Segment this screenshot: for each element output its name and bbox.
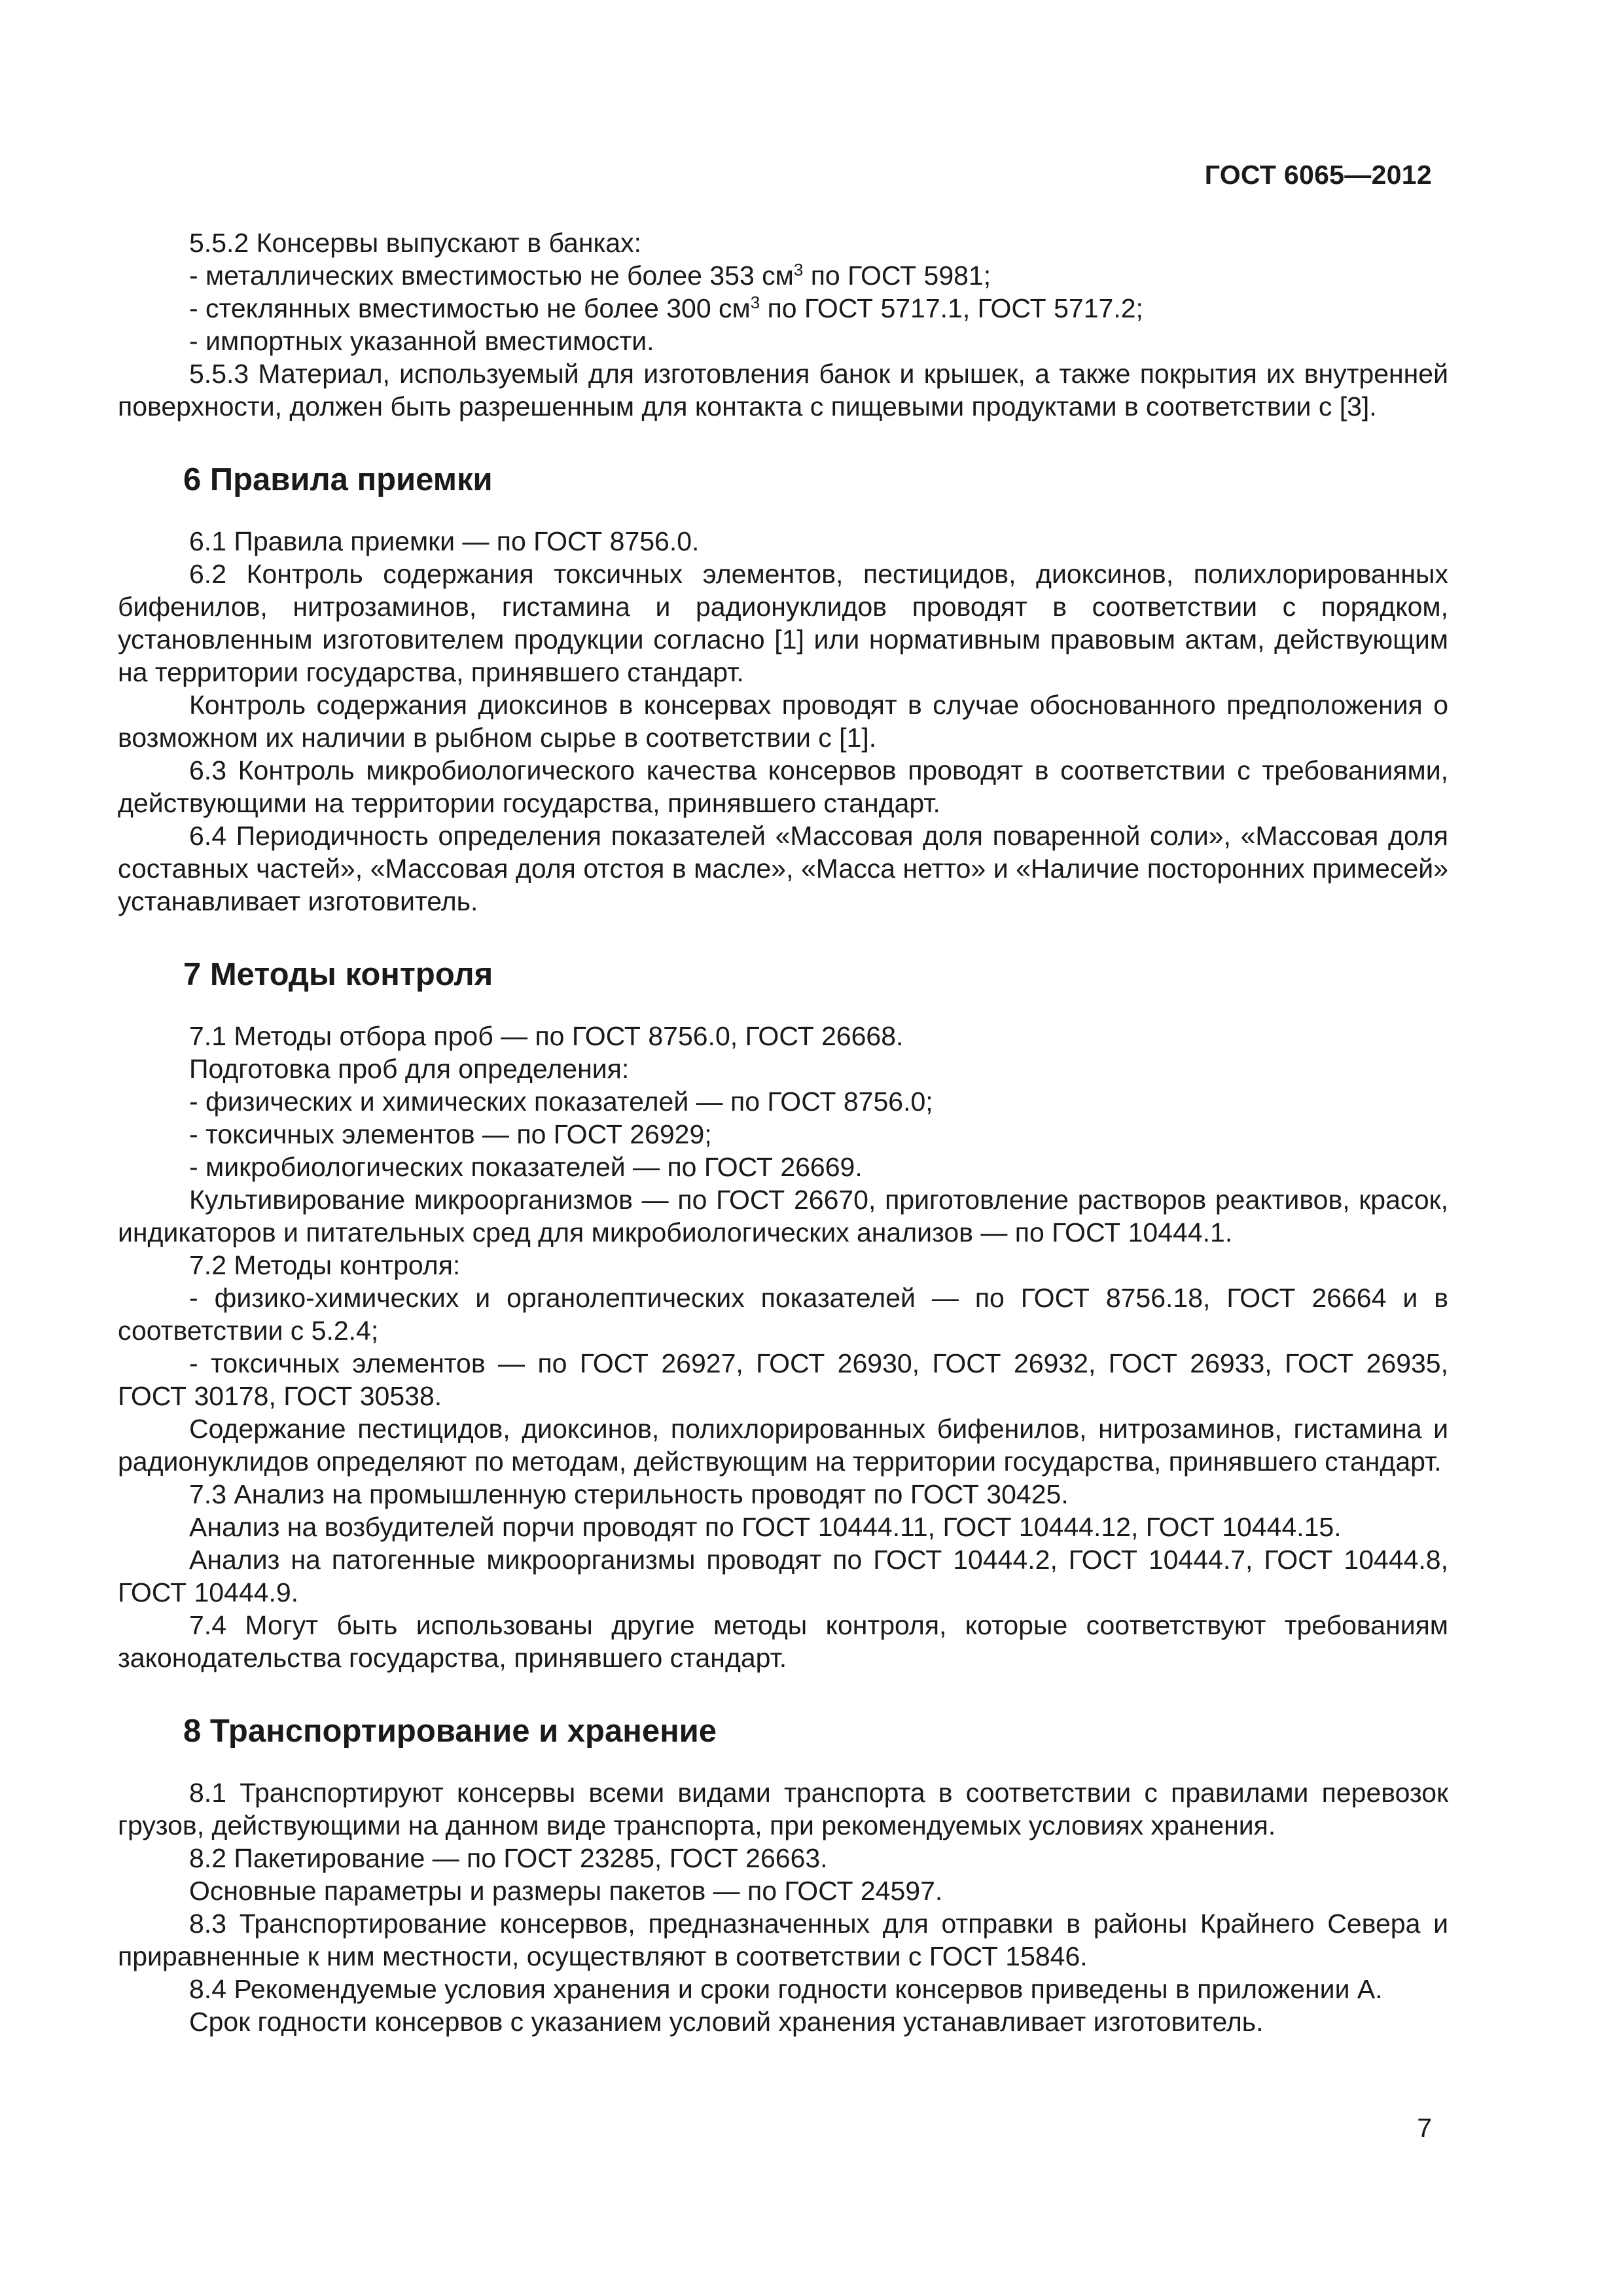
- clause-6-1: 6.1 Правила приемки — по ГОСТ 8756.0.: [189, 526, 700, 556]
- paragraph: Анализ на возбудителей порчи проводят по ГОСТ 10444.11, ГОСТ 10444.12, ГОСТ 10444.15.: [189, 1512, 1342, 1542]
- section-heading-7: 7 Методы контроля: [183, 957, 493, 992]
- list-item: - токсичных элементов — по ГОСТ 26929;: [189, 1119, 712, 1149]
- clause-7-1: 7.1 Методы отбора проб — по ГОСТ 8756.0, ГОСТ 26668.: [189, 1021, 904, 1051]
- list-item: - импортных указанной вместимости.: [189, 326, 654, 356]
- list-item: [118, 259, 1448, 292]
- document-code-header: ГОСТ 6065—2012: [1204, 160, 1432, 190]
- paragraph: Срок годности консервов с указанием условий хранения устанавливает изготовитель.: [189, 2007, 1264, 2037]
- clause-8-3: 8.3 Транспортирование консервов, предназначенных для отправки в районы Крайнего Севера и приравненные к ним местности, осуществляют в соответствии с ГОСТ 15846.: [118, 1909, 1448, 1971]
- list-item: - физических и химических показателей — по ГОСТ 8756.0;: [189, 1086, 933, 1117]
- superscript: 3: [750, 293, 760, 312]
- clause-7-4: 7.4 Могут быть использованы другие методы контроля, которые соответствуют требованиям законодательства государства, принявшего стандарт.: [118, 1610, 1448, 1673]
- paragraph: Контроль содержания диоксинов в консервах проводят в случае обоснованного предположения о возможном их наличии в рыбном сырье в соответствии с [1].: [118, 690, 1448, 753]
- list-item: - микробиологических показателей — по ГОСТ 26669.: [189, 1152, 863, 1182]
- paragraph: Культивирование микроорганизмов — по ГОСТ 26670, приготовление растворов реактивов, красок, индикаторов и питательных сред для микробиологических анализов — по ГОСТ 10444.1.: [118, 1185, 1448, 1247]
- clause-5-5-2: 5.5.2 Консервы выпускают в банках:: [189, 228, 641, 258]
- section-heading-8: 8 Транспортирование и хранение: [183, 1713, 717, 1749]
- clause-7-3: 7.3 Анализ на промышленную стерильность проводят по ГОСТ 30425.: [189, 1479, 1069, 1509]
- list-item: - физико-химических и органолептических показателей — по ГОСТ 8756.18, ГОСТ 26664 и в соответствии с 5.2.4;: [118, 1283, 1448, 1346]
- clause-6-2: 6.2 Контроль содержания токсичных элементов, пестицидов, диоксинов, полихлорированных бифенилов, нитрозаминов, гистамина и радионуклидов проводят в соответствии с порядком, установленным изготовителем продукции согласно [1] или нормативным правовым актам, действующим на территории государства, принявшего стандарт.: [118, 559, 1448, 687]
- paragraph: Анализ на патогенные микроорганизмы проводят по ГОСТ 10444.2, ГОСТ 10444.7, ГОСТ 10444.8, ГОСТ 10444.9.: [118, 1545, 1448, 1607]
- clause-6-4: 6.4 Периодичность определения показателей «Массовая доля поваренной соли», «Массовая доля составных частей», «Массовая доля отстоя в масле», «Масса нетто» и «Наличие посторонних примесей» устанавливает изготовитель.: [118, 821, 1448, 916]
- list-item-text: по ГОСТ 5981;: [803, 260, 991, 291]
- clause-8-4: 8.4 Рекомендуемые условия хранения и сроки годности консервов приведены в приложении А.: [189, 1974, 1383, 2004]
- list-item-text: - металлических вместимостью не более 353 см: [189, 260, 794, 291]
- paragraph: Подготовка проб для определения:: [189, 1054, 630, 1084]
- paragraph: Основные параметры и размеры пакетов — по ГОСТ 24597.: [189, 1876, 943, 1906]
- clause-7-2: 7.2 Методы контроля:: [189, 1250, 461, 1280]
- clause-5-5-3: 5.5.3 Материал, используемый для изготовления банок и крышек, а также покрытия их внутренней поверхности, должен быть разрешенным для контакта с пищевыми продуктами в соответствии с [3].: [118, 359, 1448, 422]
- document-body: [118, 226, 1448, 2038]
- clause-8-1: 8.1 Транспортируют консервы всеми видами транспорта в соответствии с правилами перевозок грузов, действующими на данном виде транспорта, при рекомендуемых условиях хранения.: [118, 1778, 1448, 1840]
- list-item-text: - стеклянных вместимостью не более 300 см: [189, 293, 751, 323]
- clause-6-3: 6.3 Контроль микробиологического качества консервов проводят в соответствии с требованиями, действующими на территории государства, принявшего стандарт.: [118, 755, 1448, 818]
- list-item: - токсичных элементов — по ГОСТ 26927, ГОСТ 26930, ГОСТ 26932, ГОСТ 26933, ГОСТ 26935, ГОСТ 30178, ГОСТ 30538.: [118, 1348, 1448, 1411]
- clause-8-2: 8.2 Пакетирование — по ГОСТ 23285, ГОСТ 26663.: [189, 1843, 828, 1873]
- list-item: [118, 292, 1448, 325]
- list-item-text: по ГОСТ 5717.1, ГОСТ 5717.2;: [760, 293, 1143, 323]
- paragraph: Содержание пестицидов, диоксинов, полихлорированных бифенилов, нитрозаминов, гистамина и радионуклидов определяют по методам, действующим на территории государства, принявшего стандарт.: [118, 1414, 1448, 1477]
- superscript: 3: [793, 260, 804, 279]
- section-heading-6: 6 Правила приемки: [183, 462, 493, 497]
- page-number: 7: [1417, 2113, 1432, 2143]
